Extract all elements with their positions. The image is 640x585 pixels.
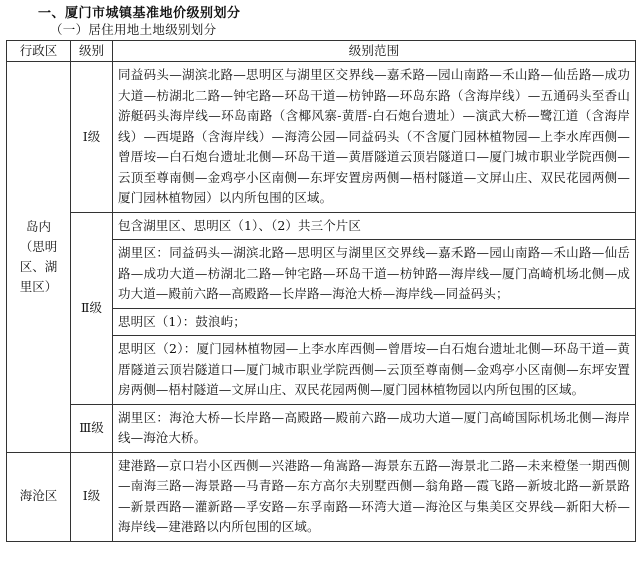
header-level: 级别 (71, 41, 113, 62)
land-level-table (6, 40, 636, 542)
range-cell: 建港路—京口岩小区西侧—兴港路—角嵩路—海景东五路—海景北二路—未来橙堡一期西侧—南海三路—海景路—马青路—东方高尔夫别墅西侧—翁角路—霞飞路—新坡北路—新景路—新景西路—灌新路—孚安路—东孚南路—环湾大道—海沧区与集美区交界线—新阳大桥—海岸线—建港路以内所包围的区域。 (113, 452, 636, 541)
range-cell-siming2: 思明区（2）：厦门园林植物园—上李水库西侧—曾厝垵—白石炮台遗址北侧—环岛干道—黄厝隧道云顶岩隧道口—厦门城市职业学院西侧—云顶至尊南侧—金鸡亭小区南侧—东坪安置房两侧—梧村隧道—文屏山庄、双民花园两侧—厦门园林植物园以内所包围的区域。 (113, 336, 636, 405)
level-cell: Ⅲ级 (71, 404, 113, 452)
table-row (7, 212, 636, 240)
level-cell: Ⅰ级 (71, 452, 113, 541)
level-cell: Ⅱ级 (71, 212, 113, 404)
header-range: 级别范围 (113, 41, 636, 62)
header-region: 行政区 (7, 41, 71, 62)
section-heading: 一、厦门市城镇基准地价级别划分 (38, 6, 241, 21)
table-row (7, 452, 636, 541)
table-row (7, 62, 636, 213)
table-header-row (7, 41, 636, 62)
range-cell-huli: 湖里区：同益码头—湖滨北路—思明区与湖里区交界线—嘉禾路—园山南路—禾山路—仙岳路—成功大道—枋湖北二路—钟宅路—环岛干道—枋钟路—海岸线—厦门高崎机场北侧—成功大道—殿前六路—高殿路—长岸路—海沧大桥—海岸线—同益码头； (113, 240, 636, 309)
range-cell-siming1: 思明区（1）：鼓浪屿； (113, 308, 636, 336)
range-cell: 湖里区：海沧大桥—长岸路—高殿路—殿前六路—成功大道—厦门高崎国际机场北侧—海岸线—海沧大桥。 (113, 404, 636, 452)
range-cell-intro: 包含湖里区、思明区（1）、（2）共三个片区 (113, 212, 636, 240)
region-cell-island (7, 62, 71, 453)
region-label: 岛内（思明区、湖里区） (19, 218, 58, 294)
sub-heading: （一）居住用地土地级别划分 (50, 22, 217, 37)
table-row (7, 404, 636, 452)
level-cell: Ⅰ级 (71, 62, 113, 213)
range-cell: 同益码头—湖滨北路—思明区与湖里区交界线—嘉禾路—园山南路—禾山路—仙岳路—成功大道—枋湖北二路—钟宅路—环岛干道—枋钟路—环岛东路（含海岸线）—五通码头至香山游艇码头海岸线—环岛南路（含椰风寨-黄厝-白石炮台遗址）—演武大桥—鹭江道（含海岸线）—西堤路（含海岸线）—海湾公园—同益码头（不含厦门园林植物园—上李水库西侧—曾厝垵—白石炮台遗址北侧—环岛干道—黄厝隧道云顶岩隧道口—厦门城市职业学院西侧—云顶至尊南侧—金鸡亭小区南侧—东坪安置房两侧—梧村隧道—文屏山庄、双民花园两侧—厦门园林植物园）以内所包围的区域。 (113, 62, 636, 213)
region-cell-haicang: 海沧区 (7, 452, 71, 541)
